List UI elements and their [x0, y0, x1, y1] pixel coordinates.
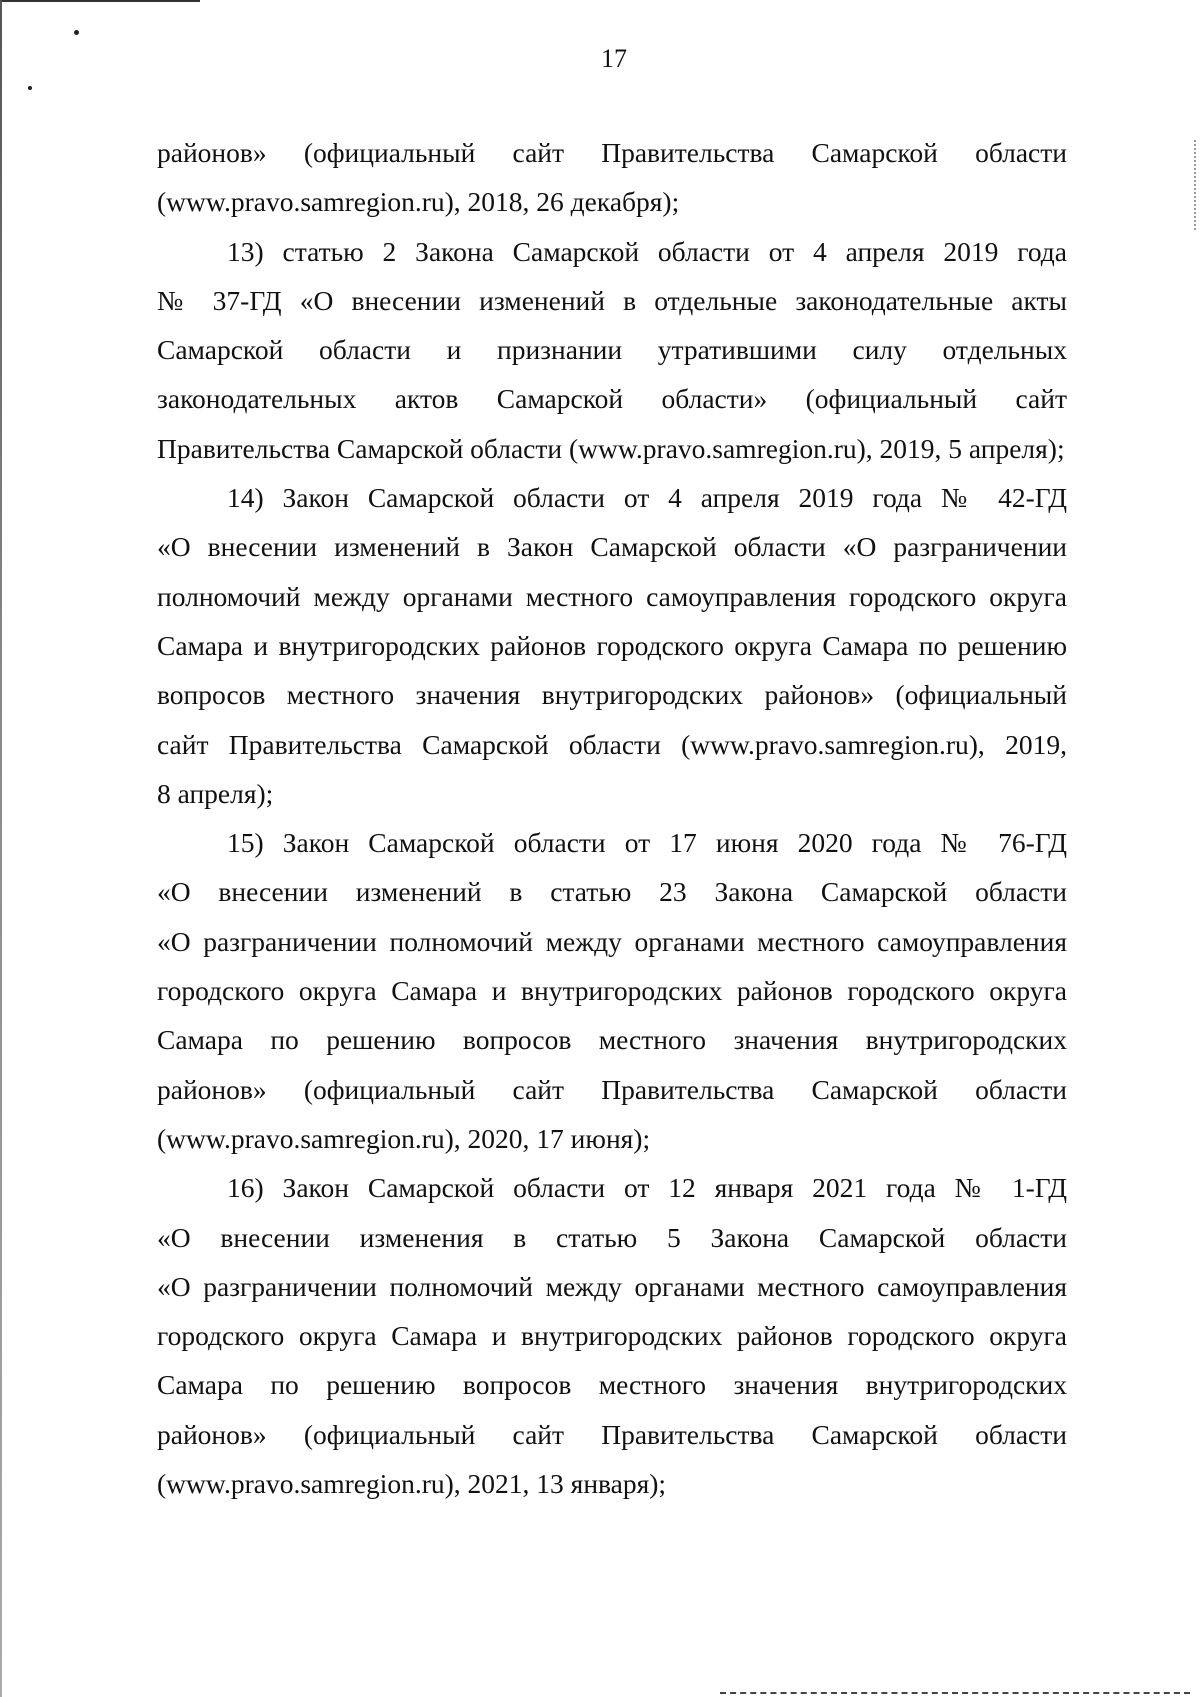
text-line	[157, 473, 1067, 522]
text-line	[157, 917, 1067, 966]
text-line-content: № 37-ГД «О внесении изменений в отдельные законодательные акты	[157, 284, 1067, 316]
text-line-content: Правительства Самарской области (www.pravo.samregion.ru), 2019, 5 апреля);	[157, 432, 1065, 464]
text-line-content: «О внесении изменения в статью 5 Закона Самарской области	[157, 1221, 1067, 1253]
text-line	[157, 818, 1067, 867]
text-line	[157, 227, 1067, 276]
text-line-content: районов» (официальный сайт Правительства Самарской области	[157, 1073, 1067, 1105]
text-line-content: (www.pravo.samregion.ru), 2020, 17 июня);	[157, 1122, 651, 1154]
text-line-content: городского округа Самара и внутригородских районов городского округа	[157, 1320, 1067, 1352]
scan-border-left	[0, 0, 2, 1697]
text-line-content: «О разграничении полномочий между органами местного самоуправления	[157, 1270, 1067, 1302]
text-line-content: законодательных актов Самарской области» (официальный сайт	[157, 383, 1067, 415]
text-line-content: 13) статью 2 Закона Самарской области от 4 апреля 2019 года	[227, 235, 1067, 267]
text-line	[157, 572, 1067, 621]
text-line	[157, 374, 1067, 423]
text-line-content: «О разграничении полномочий между органами местного самоуправления	[157, 925, 1067, 957]
text-line-content: вопросов местного значения внутригородских районов» (официальный	[157, 679, 1067, 711]
text-line-content: районов» (официальный сайт Правительства Самарской области	[157, 137, 1067, 168]
text-line	[157, 1065, 1067, 1114]
text-line-content: (www.pravo.samregion.ru), 2021, 13 января);	[157, 1468, 667, 1500]
text-line	[157, 966, 1067, 1015]
scan-speck	[74, 30, 79, 35]
text-line-content: Самара по решению вопросов местного значения внутригородских	[157, 1369, 1067, 1401]
text-line	[157, 621, 1067, 670]
text-line	[157, 1213, 1067, 1262]
text-line	[157, 1163, 1067, 1212]
text-line	[157, 128, 1067, 177]
text-line	[157, 325, 1067, 374]
text-line-content: Самара по решению вопросов местного значения внутригородских	[157, 1024, 1067, 1056]
text-line	[157, 867, 1067, 916]
body-text	[157, 128, 1067, 1508]
text-line-content: районов» (официальный сайт Правительства Самарской области	[157, 1418, 1067, 1450]
text-line	[157, 276, 1067, 325]
text-line	[157, 1114, 1067, 1163]
text-line-content: Самара и внутригородских районов городского округа Самара по решению	[157, 629, 1067, 661]
text-line	[157, 1015, 1067, 1064]
scan-border-bottom	[720, 1692, 1190, 1694]
scan-speck	[28, 86, 32, 90]
text-line	[157, 1360, 1067, 1409]
text-line-content: «О внесении изменений в Закон Самарской области «О разграничении	[157, 531, 1067, 563]
scan-border-right	[1194, 140, 1198, 230]
page-number: 17	[601, 44, 627, 73]
text-line-content: сайт Правительства Самарской области (www.pravo.samregion.ru), 2019,	[157, 728, 1067, 760]
text-line	[157, 1311, 1067, 1360]
text-line	[157, 670, 1067, 719]
text-line-content: 14) Закон Самарской области от 4 апреля 2019 года № 42-ГД	[227, 482, 1067, 514]
text-line	[157, 769, 1067, 818]
text-line-content: полномочий между органами местного самоуправления городского округа	[157, 580, 1067, 612]
text-line	[157, 522, 1067, 571]
scan-border-top	[0, 0, 200, 2]
text-line	[157, 1262, 1067, 1311]
text-line-content: 15) Закон Самарской области от 17 июня 2020 года № 76-ГД	[227, 827, 1067, 859]
text-line	[157, 720, 1067, 769]
text-line	[157, 424, 1067, 473]
text-line-content: 16) Закон Самарской области от 12 января 2021 года № 1-ГД	[227, 1172, 1067, 1204]
text-line	[157, 1459, 1067, 1508]
text-line-content: Самарской области и признании утратившими силу отдельных	[157, 334, 1067, 366]
text-line-content: 8 апреля);	[157, 777, 274, 809]
text-line-content: городского округа Самара и внутригородских районов городского округа	[157, 975, 1067, 1007]
text-line-content: «О внесении изменений в статью 23 Закона Самарской области	[157, 876, 1067, 908]
text-line-content: (www.pravo.samregion.ru), 2018, 26 декабря);	[157, 186, 680, 218]
text-line	[157, 1410, 1067, 1459]
text-line	[157, 177, 1067, 226]
